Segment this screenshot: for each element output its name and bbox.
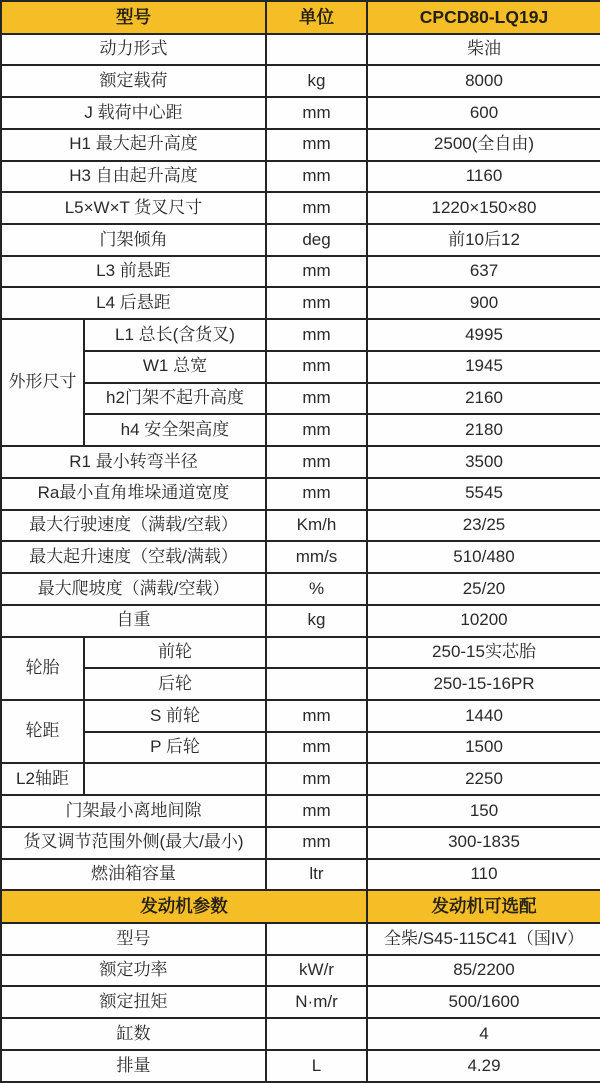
unit-cell: kg: [266, 605, 367, 637]
spec-row: [1, 161, 600, 193]
value-cell: 柴油: [367, 34, 600, 66]
unit-cell: Km/h: [266, 510, 367, 542]
value-cell: 150: [367, 795, 600, 827]
spec-row: [1, 1050, 600, 1082]
value-cell: 全柴/S45-115C41（国IV）: [367, 923, 600, 955]
unit-cell: [266, 637, 367, 669]
unit-cell: mm: [266, 795, 367, 827]
spec-label-cell: 门架最小离地间隙: [1, 795, 266, 827]
spec-label-cell: h2门架不起升高度: [84, 383, 266, 415]
unit-cell: mm: [266, 319, 367, 351]
spec-row: [1, 605, 600, 637]
unit-cell: [266, 923, 367, 955]
spec-row: [1, 668, 600, 700]
spec-label-cell: J 载荷中心距: [1, 97, 266, 129]
spec-row: [1, 763, 600, 795]
spec-label-cell: S 前轮: [84, 700, 266, 732]
spec-row: [1, 383, 600, 415]
section-header-cell: 型号: [1, 1, 266, 34]
unit-cell: [266, 34, 367, 66]
spec-row: [1, 351, 600, 383]
value-cell: 25/20: [367, 573, 600, 605]
spec-row: [1, 859, 600, 891]
model-header-row: [1, 1, 600, 34]
section-header-cell: CPCD80-LQ19J: [367, 1, 600, 34]
spec-row: [1, 319, 600, 351]
unit-cell: mm: [266, 161, 367, 193]
value-cell: 10200: [367, 605, 600, 637]
unit-cell: kg: [266, 65, 367, 97]
spec-row: [1, 637, 600, 669]
value-cell: 500/1600: [367, 986, 600, 1018]
value-cell: 1160: [367, 161, 600, 193]
value-cell: 前10后12: [367, 224, 600, 256]
spec-row: [1, 65, 600, 97]
unit-cell: mm: [266, 351, 367, 383]
unit-cell: mm/s: [266, 541, 367, 573]
spec-row: [1, 795, 600, 827]
unit-cell: mm: [266, 763, 367, 795]
unit-cell: [266, 668, 367, 700]
unit-cell: ltr: [266, 859, 367, 891]
value-cell: 1945: [367, 351, 600, 383]
spec-label-cell: L4 后悬距: [1, 287, 266, 319]
spec-label-cell: Ra最小直角堆垛通道宽度: [1, 478, 266, 510]
spec-row: [1, 192, 600, 224]
spec-label-cell: L5×W×T 货叉尺寸: [1, 192, 266, 224]
spec-row: [1, 224, 600, 256]
unit-cell: mm: [266, 414, 367, 446]
spec-row: [1, 573, 600, 605]
section-header-cell: 单位: [266, 1, 367, 34]
spec-row: [1, 97, 600, 129]
value-cell: 4995: [367, 319, 600, 351]
spec-label-cell: 额定扭矩: [1, 986, 266, 1018]
spec-row: [1, 478, 600, 510]
spec-row: [1, 732, 600, 764]
spec-label-cell: 前轮: [84, 637, 266, 669]
spec-label-cell: 门架倾角: [1, 224, 266, 256]
value-cell: 4: [367, 1018, 600, 1050]
value-cell: 250-15-16PR: [367, 668, 600, 700]
spec-label-cell: 缸数: [1, 1018, 266, 1050]
engine-section-header-row: [1, 890, 600, 923]
unit-cell: mm: [266, 192, 367, 224]
spec-label-cell: 最大行驶速度（满载/空载）: [1, 510, 266, 542]
spec-label-cell: 燃油箱容量: [1, 859, 266, 891]
spec-row: [1, 700, 600, 732]
unit-cell: N·m/r: [266, 986, 367, 1018]
spec-label-cell: H1 最大起升高度: [1, 129, 266, 161]
value-cell: 1500: [367, 732, 600, 764]
unit-cell: mm: [266, 827, 367, 859]
value-cell: 85/2200: [367, 955, 600, 987]
spec-row: [1, 256, 600, 288]
spec-row: [1, 414, 600, 446]
unit-cell: mm: [266, 129, 367, 161]
value-cell: 250-15实芯胎: [367, 637, 600, 669]
value-cell: 2500(全自由): [367, 129, 600, 161]
value-cell: 2180: [367, 414, 600, 446]
value-cell: 600: [367, 97, 600, 129]
value-cell: 5545: [367, 478, 600, 510]
section-header-cell: 发动机可选配: [367, 890, 600, 923]
value-cell: 23/25: [367, 510, 600, 542]
spec-label-cell: 最大起升速度（空载/满载）: [1, 541, 266, 573]
spec-label-cell: 排量: [1, 1050, 266, 1082]
value-cell: 1220×150×80: [367, 192, 600, 224]
value-cell: 3500: [367, 446, 600, 478]
spec-row: [1, 827, 600, 859]
value-cell: 510/480: [367, 541, 600, 573]
spec-label-cell: 额定载荷: [1, 65, 266, 97]
unit-cell: %: [266, 573, 367, 605]
spec-row: [1, 955, 600, 987]
spec-label-cell: 最大爬坡度（满载/空载）: [1, 573, 266, 605]
spec-row: [1, 446, 600, 478]
value-cell: 1440: [367, 700, 600, 732]
spec-label-cell: P 后轮: [84, 732, 266, 764]
spec-label-cell: 额定功率: [1, 955, 266, 987]
value-cell: 300-1835: [367, 827, 600, 859]
spec-row: [1, 541, 600, 573]
unit-cell: kW/r: [266, 955, 367, 987]
unit-cell: mm: [266, 478, 367, 510]
value-cell: 4.29: [367, 1050, 600, 1082]
spec-row: [1, 129, 600, 161]
spec-label-cell: 后轮: [84, 668, 266, 700]
spec-label-cell: [84, 763, 266, 795]
spec-label-cell: 型号: [1, 923, 266, 955]
group-label-cell: 轮距: [1, 700, 84, 763]
group-label-cell: 轮胎: [1, 637, 84, 700]
unit-cell: mm: [266, 287, 367, 319]
spec-row: [1, 287, 600, 319]
spec-row: [1, 1018, 600, 1050]
value-cell: 8000: [367, 65, 600, 97]
unit-cell: mm: [266, 256, 367, 288]
spec-label-cell: L1 总长(含货叉): [84, 319, 266, 351]
spec-row: [1, 34, 600, 66]
unit-cell: L: [266, 1050, 367, 1082]
unit-cell: deg: [266, 224, 367, 256]
spec-label-cell: L3 前悬距: [1, 256, 266, 288]
spec-label-cell: W1 总宽: [84, 351, 266, 383]
group-label-cell: 外形尺寸: [1, 319, 84, 446]
spec-label-cell: L2轴距: [1, 763, 84, 795]
unit-cell: mm: [266, 383, 367, 415]
value-cell: 2250: [367, 763, 600, 795]
unit-cell: mm: [266, 97, 367, 129]
spec-label-cell: 自重: [1, 605, 266, 637]
spec-row: [1, 923, 600, 955]
spec-label-cell: 货叉调节范围外侧(最大/最小): [1, 827, 266, 859]
unit-cell: mm: [266, 700, 367, 732]
spec-label-cell: h4 安全架高度: [84, 414, 266, 446]
value-cell: 637: [367, 256, 600, 288]
unit-cell: mm: [266, 732, 367, 764]
spec-label-cell: H3 自由起升高度: [1, 161, 266, 193]
section-header-cell: 发动机参数: [1, 890, 367, 923]
unit-cell: mm: [266, 446, 367, 478]
unit-cell: [266, 1018, 367, 1050]
spec-label-cell: R1 最小转弯半径: [1, 446, 266, 478]
spec-row: [1, 510, 600, 542]
value-cell: 110: [367, 859, 600, 891]
value-cell: 900: [367, 287, 600, 319]
spec-row: [1, 986, 600, 1018]
spec-label-cell: 动力形式: [1, 34, 266, 66]
value-cell: 2160: [367, 383, 600, 415]
